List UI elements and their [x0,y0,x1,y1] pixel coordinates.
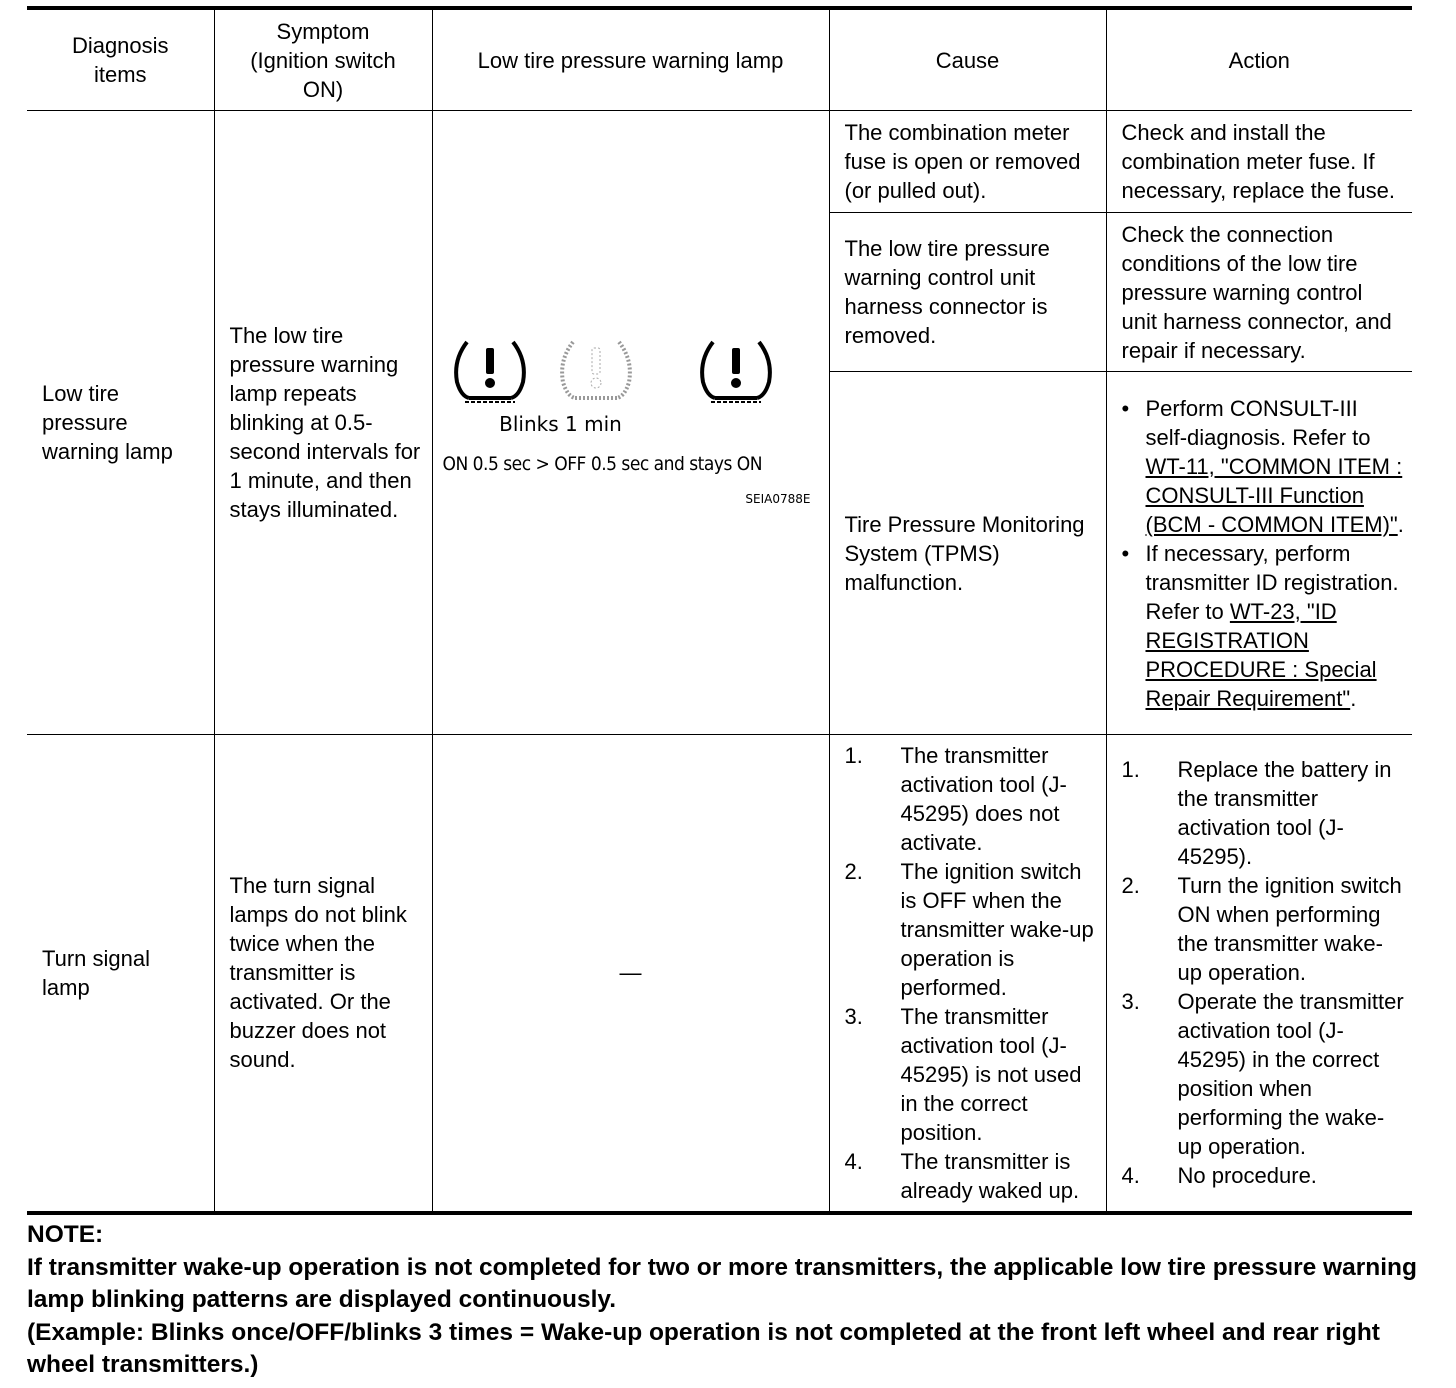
lamp-blink-figure [442,338,811,508]
list-item: 4. No procedure. [1121,1163,1317,1189]
tire-pressure-off-icon [557,338,635,406]
list-item: 4. The transmitter is already waked up. [844,1148,1080,1203]
cause-cell [829,735,1106,1213]
tire-pressure-warning-icon [697,338,775,406]
table-header-row [27,8,1412,111]
warning-lamp-cell: — [432,735,829,1213]
reference-link[interactable]: WT-23, "ID REGISTRATION PROCEDURE : Special Repair Requirement" [1145,598,1377,711]
list-item: 3. The transmitter activation tool (J-45295) is not used in the correct position. [844,1003,1082,1145]
figure-caption-blinks: Blinks 1 min [499,411,622,436]
figure-caption-timing: ON 0.5 sec > OFF 0.5 sec and stays ON [442,452,763,475]
action-bullet-list [1122,394,1405,713]
tire-pressure-warning-icon [451,338,529,406]
header-symptom: Symptom (Ignition switch ON) [214,8,432,111]
list-item: • Perform CONSULT-III self-diagnosis. Refer to WT-11, "COMMON ITEM : CONSULT-III Function (BCM - COMMON ITEM)". [1121,395,1404,537]
table-row [27,111,1412,213]
table-row [27,735,1412,1213]
cause-cell: Tire Pressure Monitoring System (TPMS) malfunction. [829,372,1106,735]
diagnosis-item-cell: Turn signal lamp [27,735,214,1213]
header-action: Action [1106,8,1412,111]
action-cell: Check the connection conditions of the low tire pressure warning control unit harness connector, and repair if necessary. [1106,213,1412,372]
list-item: 3. Operate the transmitter activation tool (J-45295) in the correct position when performing the wake-up operation. [1121,989,1404,1160]
reference-link[interactable]: WT-11, "COMMON ITEM : CONSULT-III Function (BCM - COMMON ITEM)" [1145,453,1403,537]
list-item: 1. The transmitter activation tool (J-45295) does not activate. [844,742,1067,855]
note-line: If transmitter wake-up operation is not completed for two or more transmitters, the applicable low tire pressure warning lamp blinking patterns are displayed continuously. [27,1253,1417,1313]
note-example: (Example: Blinks once/OFF/blinks 3 times = Wake-up operation is not completed at the front left wheel and rear right wheel transmitters.) [27,1318,1380,1378]
cause-cell: The combination meter fuse is open or removed (or pulled out). [829,111,1106,213]
warning-lamp-figure-cell [432,111,829,735]
action-cell: Check and install the combination meter fuse. If necessary, replace the fuse. [1106,111,1412,213]
header-cause: Cause [829,8,1106,111]
list-item: • If necessary, perform transmitter ID registration. Refer to WT-23, "ID REGISTRATION PROCEDURE : Special Repair Requirement". [1121,540,1399,711]
diagnosis-item-cell: Low tire pressure warning lamp [27,111,214,735]
header-warning-lamp: Low tire pressure warning lamp [432,8,829,111]
diagnosis-table [27,6,1412,1215]
action-cell [1106,372,1412,735]
figure-code: SEIA0788E [745,491,811,506]
header-diagnosis-items: Diagnosis items [27,8,214,111]
list-item: 2. The ignition switch is OFF when the transmitter wake-up operation is performed. [844,858,1094,1000]
symptom-cell: The turn signal lamps do not blink twice when the transmitter is activated. Or the buzzer does not sound. [214,735,432,1213]
note-title: NOTE: [27,1221,104,1248]
cause-numbered-list [845,741,1098,1205]
note-block [27,1219,1427,1382]
list-item: 1. Replace the battery in the transmitter activation tool (J-45295). [1121,757,1392,870]
action-cell [1106,735,1412,1213]
list-item: 2. Turn the ignition switch ON when performing the transmitter wake-up operation. [1121,873,1402,986]
action-numbered-list [1122,755,1405,1190]
symptom-cell: The low tire pressure warning lamp repeats blinking at 0.5-second intervals for 1 minute, and then stays illuminated. [214,111,432,735]
cause-cell: The low tire pressure warning control unit harness connector is removed. [829,213,1106,372]
